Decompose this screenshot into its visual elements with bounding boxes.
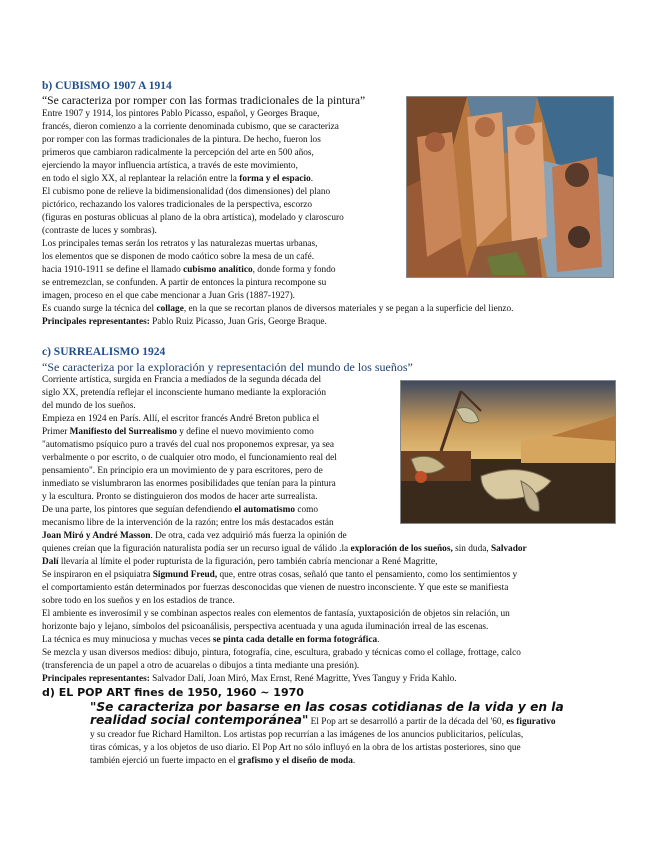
surrealismo-line: y la escultura. Pronto se distinguieron dos modos de hacer arte surrealista. [42, 492, 318, 502]
surrealismo-line: (transferencia de un papel a otro de acuarelas o dibujos a tinta mediante una presión). [42, 661, 360, 671]
cubismo-line: (figuras en posturas oblicuas al plano de la obra artística), modelado y claroscuro [42, 213, 344, 223]
surrealismo-line: Joan Miró y André Masson. De otra, cada vez adquirió más fuerza la opinión de [42, 531, 347, 541]
pop-line: también ejerció un fuerte impacto en el grafismo y el diseño de moda. [90, 756, 356, 766]
painting-dali-image [400, 380, 616, 524]
cubismo-line: se entremezclan, se confunden. A partir de entonces la pintura recompone su [42, 278, 327, 288]
surrealismo-line: horizonte bajo y lejano, símbolos del psicoanálisis, perspectiva acentuada y una aguda iluminación irreal de las escenas. [42, 622, 489, 632]
surrealismo-line: "automatismo psíquico puro a través del cual nos proponemos expresar, ya sea [42, 440, 335, 450]
cubismo-line: hacia 1910-1911 se define el llamado cubismo analítico, donde forma y fondo [42, 265, 336, 275]
pop-heading: d) EL POP ART fines de 1950, 1960 ~ 1970 [42, 686, 304, 699]
surrealismo-line: quienes creían que la figuración naturalista podía ser un recurso igual de válido .la exploración de los sueños, sin duda, Salvador [42, 544, 527, 554]
cubismo-line: El cubismo pone de relieve la bidimensionalidad (dos dimensiones) del plano [42, 187, 331, 197]
cubismo-quote: “Se caracteriza por romper con las formas tradicionales de la pintura” [42, 94, 366, 107]
cubismo-line: pictórico, rechazando los valores tradicionales de la perspectiva, escorzo [42, 200, 313, 210]
surrealismo-line: Dalí llevaría al límite el poder rupturista de la figuración, pero también cabría mencionar a René Magritte, [42, 557, 438, 567]
surrealismo-line: el comportamiento están determinados por fuerzas desconocidas que vienen de nuestro inconsciente. Y que este se manifiesta [42, 583, 509, 593]
surrealismo-heading: c) SURREALISMO 1924 [42, 346, 166, 358]
surrealismo-line: El ambiente es inverosímil y se combinan aspectos reales con elementos de fantasía, yuxtaposición de objetos sin relación, un [42, 609, 510, 619]
surrealismo-line: Se mezcla y usan diversos medios: dibujo, pintura, fotografía, cine, escultura, grabado y técnicas como el collage, frottage, calco [42, 648, 521, 658]
surrealismo-representatives: Principales representantes: Salvador Dalí, Joan Miró, Max Ernst, René Magritte, Yves Tanguy y Frida Kahlo. [42, 674, 457, 684]
surrealismo-line: Se inspiraron en el psiquiatra Sigmund Freud, que, entre otras cosas, señaló que tanto el pensamiento, como los sentimientos y [42, 570, 518, 580]
pop-line: y su creador fue Richard Hamilton. Los artistas pop recurrían a las imágenes de los anuncios publicitarios, películas, [90, 730, 524, 740]
surrealismo-line: inmediato se vislumbraron las enormes posibilidades que tenían para la pintura [42, 479, 336, 489]
surrealismo-line: Primer Manifiesto del Surrealismo y define el nuevo movimiento como [42, 427, 314, 437]
cubismo-line: francés, dieron comienzo a la corriente denominada cubismo, que se caracteriza [42, 122, 339, 132]
surrealismo-line: De una parte, los pintores que seguían defendiendo el automatismo como [42, 505, 319, 515]
pop-line: realidad social contemporánea" El Pop art se desarrolló a partir de la década del '60, es figurativo [90, 713, 556, 727]
cubismo-line: los elementos que se disponen de modo caótico sobre la mesa de un café. [42, 252, 315, 262]
surrealismo-line: La técnica es muy minuciosa y muchas veces se pinta cada detalle en forma fotográfica. [42, 635, 380, 645]
surrealismo-line: mecanismo libre de la intervención de la razón; entre los más destacados están [42, 518, 334, 528]
cubismo-line: por romper con las formas tradicionales de la pintura. De hecho, fueron los [42, 135, 321, 145]
cubismo-line: (contraste de luces y sombras). [42, 226, 157, 236]
pop-quote-line1: "Se caracteriza por basarse en las cosas cotidianas de la vida y en la [90, 700, 564, 714]
surrealismo-line: del mundo de los sueños. [42, 401, 136, 411]
surrealismo-line: Corriente artística, surgida en Francia a mediados de la segunda década del [42, 375, 322, 385]
pop-line: tiras cómicas, y a los objetos de uso diario. El Pop Art no sólo influyó en la obra de los artistas posteriores, sino que [90, 743, 521, 753]
cubismo-heading: b) CUBISMO 1907 A 1914 [42, 80, 172, 92]
cubismo-line: Entre 1907 y 1914, los pintores Pablo Picasso, español, y Georges Braque, [42, 109, 320, 119]
painting-picasso-image [406, 96, 614, 278]
surrealismo-line: sobre todo en los sueños y en los estadios de trance. [42, 596, 235, 606]
cubismo-line: imagen, proceso en el que cabe mencionar a Juan Gris (1887-1927). [42, 291, 295, 301]
surrealismo-line: siglo XX, pretendía reflejar el inconsciente humano mediante la exploración [42, 388, 326, 398]
cubismo-line: primeros que cambiaron radicalmente la percepción del arte en 500 años, [42, 148, 314, 158]
surrealismo-quote: “Se caracteriza por la exploración y representación del mundo de los sueños” [42, 360, 413, 374]
cubismo-line: en todo el siglo XX, al replantear la relación entre la forma y el espacio. [42, 174, 314, 184]
surrealismo-line: Empieza en 1924 en París. Allí, el escritor francés André Breton publica el [42, 414, 320, 424]
cubismo-line: Es cuando surge la técnica del collage, en la que se recortan planos de diversos materiales y se pegan a la superficie del lienzo. [42, 304, 514, 314]
surrealismo-line: verbalmente o por escrito, o de cualquier otro modo, el funcionamiento real del [42, 453, 337, 463]
cubismo-line: ejerciendo la mayor influencia artística, a través de este movimiento, [42, 161, 298, 171]
cubismo-line: Los principales temas serán los retratos y las naturalezas muertas urbanas, [42, 239, 318, 249]
cubismo-representatives: Principales representantes: Pablo Ruiz Picasso, Juan Gris, George Braque. [42, 317, 327, 327]
surrealismo-line: pensamiento". En principio era un movimiento de y para escritores, pero de [42, 466, 323, 476]
